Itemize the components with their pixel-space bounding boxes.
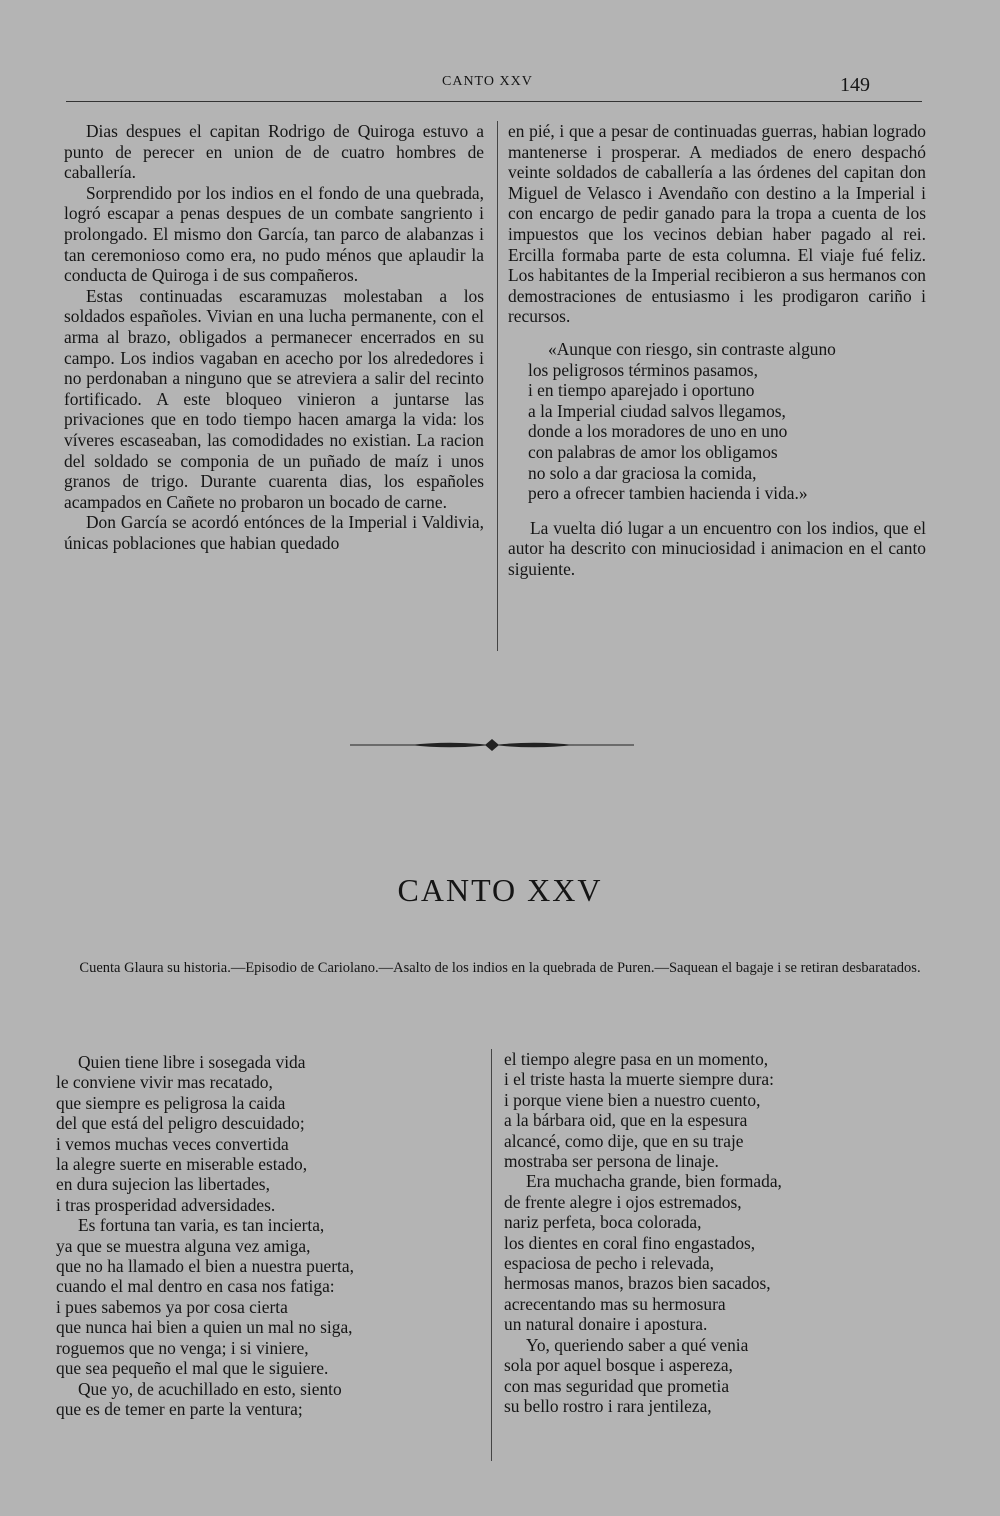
poem-line: acrecentando mas su hermosura (504, 1293, 726, 1314)
verse-line: donde a los moradores de uno en uno (528, 421, 788, 442)
verse-line: los peligrosos términos pasamos, (528, 359, 758, 380)
canto-argument: Cuenta Glaura su historia.—Episodio de Cariolano.—Asalto de los indios en la quebrada de Puren.—Saquean el bagaje i se retiran desbaratados. (79, 960, 921, 976)
poem-line: nariz perfeta, boca colorada, (504, 1212, 702, 1233)
verse-line: «Aunque con riesgo, sin contraste alguno (548, 338, 836, 359)
poem-line: Era muchacha grande, bien formada, (526, 1171, 782, 1192)
poem-line: a la bárbara oid, que en la espesura (504, 1110, 748, 1131)
poem-line: mostraba ser persona de linaje. (504, 1151, 719, 1172)
poem-line: que no ha llamado el bien a nuestra puerta, (56, 1256, 354, 1277)
running-title: CANTO XXV (442, 74, 533, 89)
poem-line: sola por aquel bosque i aspereza, (504, 1355, 733, 1376)
top-left-column (64, 121, 484, 553)
canto-title: CANTO XXV (397, 872, 603, 908)
poem-left-column (56, 1052, 486, 1419)
top-right-column (508, 121, 926, 579)
column-divider (491, 1049, 492, 1461)
poem-line: Quien tiene libre i sosegada vida (78, 1052, 306, 1072)
paragraph: La vuelta dió lugar a un encuentro con los indios, que el autor ha descrito con minuciosidad i animacion en el canto siguiente. (508, 517, 926, 579)
verse-line: pero a ofrecer tambien hacienda i vida.» (528, 483, 808, 504)
poem-right-column (504, 1049, 934, 1416)
poem-line: i tras prosperidad adversidades. (56, 1194, 276, 1215)
column-divider (497, 121, 498, 651)
poem-line: la alegre suerte en miserable estado, (56, 1154, 308, 1175)
poem-line: los dientes en coral fino engastados, (504, 1232, 756, 1253)
poem-line: i pues sabemos ya por cosa cierta (56, 1296, 288, 1317)
ornament-divider-icon (350, 736, 634, 754)
running-head (0, 74, 1000, 94)
poem-line: el tiempo alegre pasa en un momento, (504, 1049, 769, 1069)
poem-line: i vemos muchas veces convertida (56, 1133, 289, 1154)
poem-line: i el triste hasta la muerte siempre dura: (504, 1069, 774, 1090)
poem-line: roguemos que no venga; i si viniere, (56, 1337, 309, 1358)
poem-line: que sea pequeño el mal que le siguiere. (56, 1358, 329, 1379)
poem-line: su bello rostro i rara jentileza, (504, 1395, 712, 1416)
paragraph: Estas continuadas escaramuzas molestaban a los soldados españoles. Vivian en una lucha permanente, con el arma al brazo, obligados a permanecer encerrados en su campo. Los indios vagaban en acecho por los alrededores i no perdonaban a ninguno que se atreviera a salir del recinto fortificado. A este bloqueo vinieron a juntarse las privaciones que en todo tiempo hacen amarga la vida: los víveres escaseaban, las comodidades no existian. La racion del soldado se componia de un puñado de maíz i unos granos de trigo. Durante cuarenta dias, los españoles acampados en Cañete no probaron un bocado de carne. (64, 285, 484, 512)
paragraph: Don García se acordó entónces de la Imperial i Valdivia, únicas poblaciones que habian quedado (64, 512, 484, 553)
poem-line: que siempre es peligrosa la caida (56, 1092, 286, 1113)
poem-line: con mas seguridad que prometia (504, 1375, 730, 1396)
poem-line: alcancé, como dije, que en su traje (504, 1130, 744, 1151)
poem-line: Yo, queriendo saber a qué venia (526, 1334, 749, 1355)
poem-line: Que yo, de acuchillado en esto, siento (78, 1378, 342, 1399)
page-number: 149 (840, 74, 870, 96)
poem-line: un natural donaire i apostura. (504, 1314, 708, 1335)
poem-line: ya que se muestra alguna vez amiga, (56, 1235, 311, 1256)
poem-line: de frente alegre i ojos estremados, (504, 1191, 742, 1212)
verse-line: no solo a dar graciosa la comida, (528, 462, 757, 483)
poem-line: que es de temer en parte la ventura; (56, 1398, 303, 1419)
poem-line: del que está del peligro descuidado; (56, 1113, 305, 1134)
poem-line: en dura sujecion las libertades, (56, 1174, 270, 1195)
paragraph: Sorprendido por los indios en el fondo de una quebrada, logró escapar a penas despues de un combate sangriento i prolongado. El mismo don García, tan parco de alabanzas i tan ceremonioso como era, no pudo ménos que aplaudir la conducta de Quiroga i de sus compañeros. (64, 182, 484, 286)
poem-line: espaciosa de pecho i relevada, (504, 1253, 715, 1274)
poem-line: i porque viene bien a nuestro cuento, (504, 1089, 761, 1110)
verse-line: con palabras de amor los obligamos (528, 441, 778, 462)
verse-line: i en tiempo aparejado i oportuno (528, 380, 755, 401)
verse-line: a la Imperial ciudad salvos llegamos, (528, 400, 786, 421)
paragraph: en pié, i que a pesar de continuadas guerras, habian logrado mantenerse i prosperar. A mediados de enero despachó veinte soldados de caballería a las órdenes del capitan don Miguel de Velasco i Avendaño con destino a la Imperial i con encargo de pedir ganado para la tropa a cuenta de los impuestos que los vecinos debian haber pagado al rei. Ercilla formaba parte de esta columna. El viaje fué feliz. Los habitantes de la Imperial recibieron a sus hermanos con demostraciones de entusiasmo i les prodigaron cariño i recursos. (508, 121, 926, 327)
poem-line: Es fortuna tan varia, es tan incierta, (78, 1215, 325, 1236)
quoted-verse (528, 339, 926, 504)
poem-line: le conviene vivir mas recatado, (56, 1072, 273, 1093)
header-rule (66, 101, 922, 102)
paragraph: Dias despues el capitan Rodrigo de Quiroga estuvo a punto de perecer en union de de cuatro hombres de caballería. (64, 121, 484, 183)
poem-line: cuando el mal dentro en casa nos fatiga: (56, 1276, 335, 1297)
poem-line: que nunca hai bien a quien un mal no siga, (56, 1317, 353, 1338)
poem-line: hermosas manos, brazos bien sacados, (504, 1273, 771, 1294)
